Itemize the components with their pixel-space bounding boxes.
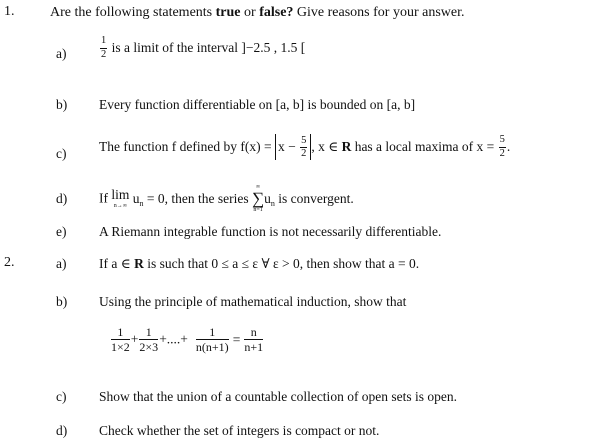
question-1-instruction <box>50 5 464 21</box>
item-2a-statement <box>99 256 419 272</box>
item-label-1c: c) <box>56 146 67 161</box>
real-numbers-symbol: R <box>341 139 352 154</box>
item-1b-statement: Every function differentiable on [a, b] is bounded on [a, b] <box>99 97 416 112</box>
item-1a-text: is a limit of the interval ]−2.5 , 1.5 [ <box>111 40 306 55</box>
instruction-false: false? <box>259 5 294 20</box>
absolute-value-bars: x − $\frac{5}{2}$ <box>275 134 311 160</box>
item-1c-text-mid: , x ∈ <box>311 139 342 154</box>
item-label-1b: b) <box>56 97 68 112</box>
fraction-one-over-1x2: $\frac{1}{1\times 2}$ <box>111 325 130 354</box>
item-2a-text-pre: If a ∈ <box>99 256 135 271</box>
fraction-half: $\frac{1}{2}$ <box>101 35 107 60</box>
summation-symbol: ∞ ∑ n=1 <box>251 184 265 213</box>
item-label-2d: d) <box>56 423 68 438</box>
fraction-one-over-n-n-plus-1: $\frac{1}{n(n+1)}$ <box>195 325 229 354</box>
question-number-2: 2. <box>4 255 15 270</box>
item-1c-text-post: has a local maxima of x = <box>351 139 495 154</box>
instruction-pre: Are the following statements <box>50 5 216 20</box>
item-1e-statement: A Riemann integrable function is not necessarily differentiable. <box>99 224 442 239</box>
fraction-one-over-2x3: $\frac{1}{2\times 3}$ <box>139 325 159 354</box>
item-1c-end: . <box>506 139 511 154</box>
limit-expression: lim n→∞ <box>111 187 130 209</box>
item-1d-if: If <box>99 190 112 206</box>
item-2b-instruction: Using the principle of mathematical induction, show that <box>99 294 407 309</box>
item-1c-statement <box>99 134 510 160</box>
induction-formula: $\frac{1}{1\times 2}$ + $\frac{1}{2\times 3}$ +....+ $\frac{1}{n(n+1)}$ = $\frac{n}{n+1}$ <box>111 325 264 354</box>
fraction-n-over-n-plus-1: $\frac{n}{n+1}$ <box>244 325 264 354</box>
item-1c-text-pre: The function f defined by f(x) = <box>99 139 275 154</box>
instruction-or: or <box>240 5 260 20</box>
real-numbers-symbol-2: R <box>134 256 144 271</box>
item-2c-statement: Show that the union of a countable collection of open sets is open. <box>99 389 458 404</box>
item-label-1d: d) <box>56 191 68 206</box>
question-number-1: 1. <box>4 4 15 19</box>
item-2d-statement: Check whether the set of integers is compact or not. <box>99 423 380 438</box>
fraction-five-halves: $\frac{5}{2}$ <box>301 134 307 160</box>
item-label-2b: b) <box>56 294 68 309</box>
instruction-post: Give reasons for your answer. <box>293 5 465 20</box>
item-label-1e: e) <box>56 224 67 239</box>
item-1a-statement <box>99 36 305 60</box>
item-label-2a: a) <box>56 256 67 271</box>
instruction-true: true <box>215 5 241 20</box>
fraction-five-halves-2: $\frac{5}{2}$ <box>499 134 505 159</box>
item-label-1a: a) <box>56 46 67 61</box>
item-2a-text-post: is such that 0 ≤ a ≤ ε ∀ ε > 0, then show that a = 0. <box>143 256 420 271</box>
item-label-2c: c) <box>56 389 67 404</box>
item-1d-statement: If lim n→∞ $u_n = 0$, then the series ∞ ∑ n=1 $u_n$ is convergent. <box>99 184 354 213</box>
